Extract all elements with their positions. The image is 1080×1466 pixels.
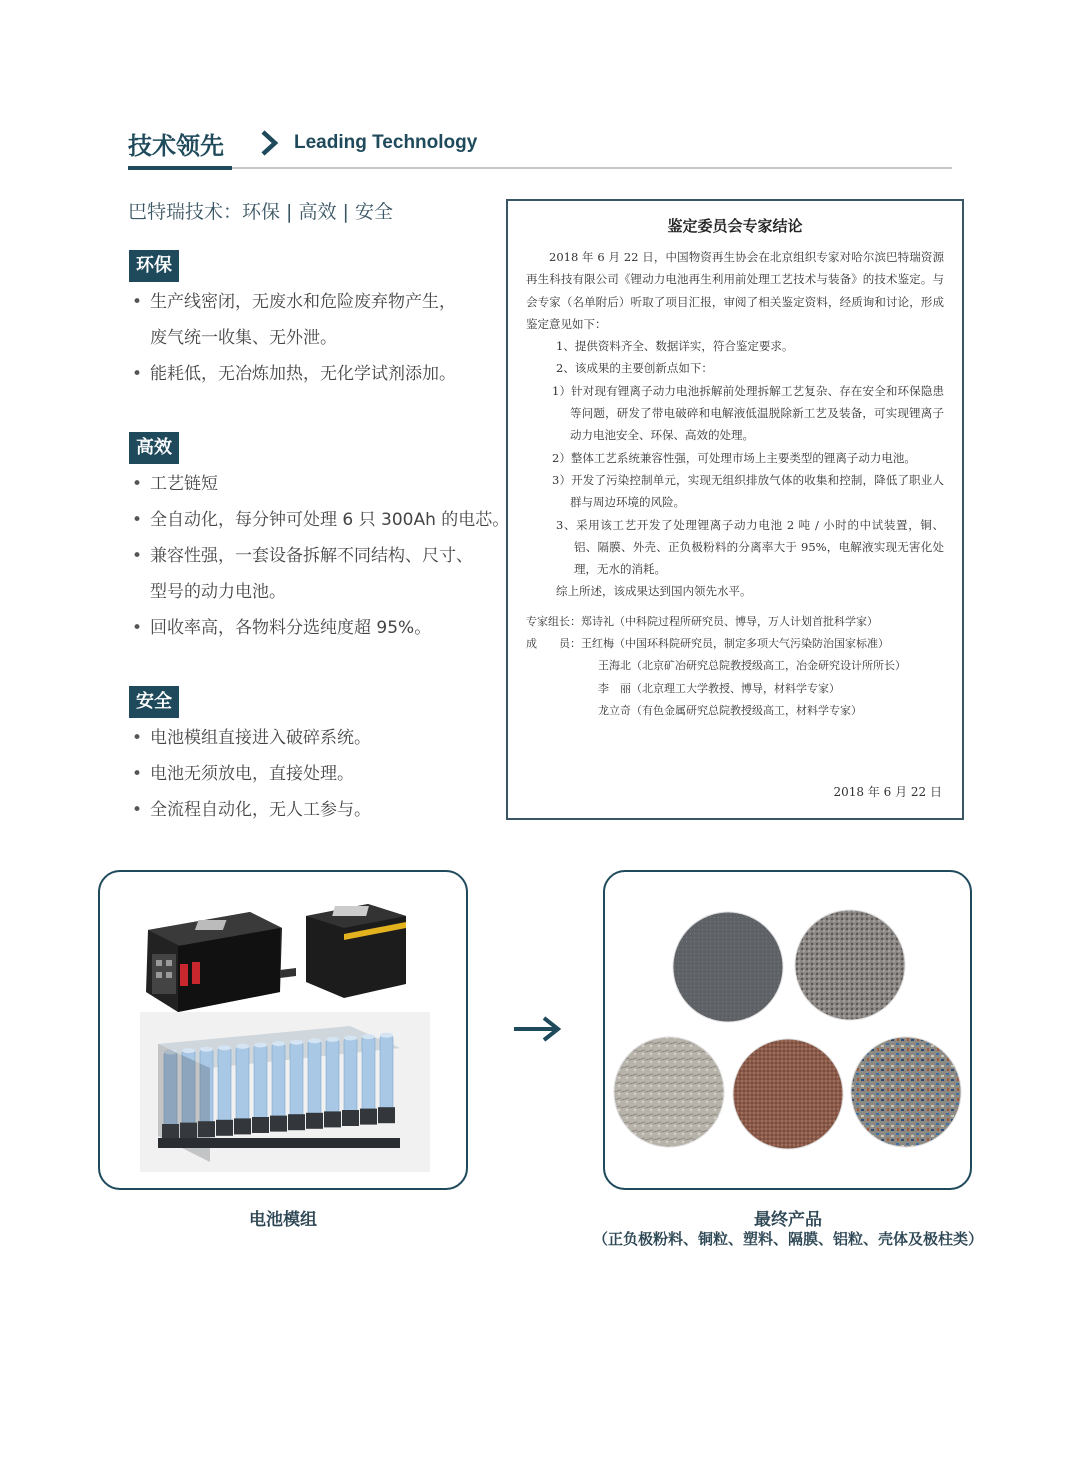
expert-members — [526, 611, 944, 722]
list-item: • 电池无须放电，直接处理。 — [132, 756, 512, 792]
copper-granules — [795, 910, 905, 1020]
list-item: • 全流程自动化，无人工参与。 — [132, 792, 512, 828]
header-divider — [128, 167, 952, 169]
battery-pack-box — [306, 904, 406, 998]
verdict-subpoint-1: 1）针对现有锂离子动力电池拆解前处理拆解工艺复杂、存在安全和环保隐患等问题，研发了带电破碎和电解液低温脱除新工艺及装备，可实现锂离子动力电池安全、环保、高效的处理。 — [552, 383, 944, 443]
battery-cell-top — [182, 1048, 195, 1053]
battery-module-illustration — [100, 872, 466, 1188]
battery-cell-top — [308, 1038, 321, 1043]
battery-module-panel — [98, 870, 468, 1190]
battery-cell-top — [254, 1043, 267, 1048]
aluminium-granules — [614, 1037, 724, 1147]
verdict-title: 鉴定委员会专家结论 — [667, 217, 803, 235]
battery-cell-top — [236, 1044, 249, 1049]
header-divider-accent — [128, 166, 232, 170]
list-safety — [132, 720, 512, 828]
arrow-right-icon — [512, 1014, 564, 1044]
list-item: • 全自动化，每分钟可处理 6 只 300Ah 的电芯。 — [132, 502, 512, 538]
final-products-caption: 最终产品 — [754, 1210, 822, 1230]
battery-pack-controller — [146, 912, 296, 1012]
verdict-subpoint-2: 2）整体工艺系统兼容性强，可处理市场上主要类型的锂离子动力电池。 — [552, 450, 916, 465]
cylindrical-cell-pack — [140, 1012, 430, 1172]
expert-leader: 专家组长：郑诗礼（中科院过程所研究员、博导，万人计划首批科学家） — [526, 614, 878, 628]
tag-safety: 安全 — [129, 686, 179, 718]
cell-holder — [378, 1107, 395, 1123]
cell-holder — [252, 1117, 269, 1133]
cathode-anode-powder — [673, 912, 783, 1022]
list-item: • 工艺链短 — [132, 466, 512, 502]
list-item: • 兼容性强，一套设备拆解不同结构、尺寸、 — [132, 538, 512, 574]
battery-cell-top — [362, 1034, 375, 1039]
expert-member: 成 员：王红梅（中国环科院研究员，制定多项大气污染防治国家标准） — [526, 637, 889, 651]
verdict-point-1: 1、提供资料齐全、数据详实，符合鉴定要求。 — [556, 339, 794, 354]
cell-holder — [270, 1116, 287, 1132]
cell-holder — [216, 1120, 233, 1136]
battery-cell-top — [272, 1041, 285, 1046]
page-title: 技术领先 — [128, 132, 224, 160]
battery-cell-top — [290, 1040, 303, 1045]
final-products-subcaption: （正负极粉料、铜粒、塑料、隔膜、铝粒、壳体及极柱类） — [592, 1230, 983, 1248]
list-efficiency — [132, 466, 512, 646]
verdict-point-3: 3、采用该工艺开发了处理锂离子动力电池 2 吨 / 小时的中试装置，铜、铝、隔膜、外壳、正负极粉料的分离率大于 95%，电解液实现无害化处理，无水的消耗。 — [556, 517, 944, 577]
list-item: • 回收率高，各物料分选纯度超 95%。 — [132, 610, 512, 646]
expert-member: 李 丽（北京理工大学教授、博导，材料学专家） — [598, 681, 840, 695]
cell-holder — [360, 1109, 377, 1125]
list-environmental — [132, 284, 512, 392]
page-title-english: Leading Technology — [294, 132, 478, 153]
battery-cell-top — [344, 1036, 357, 1041]
verdict-intro: 2018 年 6 月 22 日，中国物资再生协会在北京组织专家对哈尔滨巴特瑞资源再生科技有限公司《锂动力电池再生利用前处理工艺技术与装备》的技术鉴定。与会专家（名单附后）听取了项目汇报，审阅了相关鉴定资料，经质询和讨论，形成鉴定意见如下： — [526, 250, 944, 331]
list-item: • 生产线密闭，无废水和危险废弃物产生， — [132, 284, 512, 320]
battery-cell-top — [380, 1033, 393, 1038]
battery-cell-top — [200, 1047, 213, 1052]
verdict-subpoint-3: 3）开发了污染控制单元，实现无组织排放气体的收集和控制，降低了职业人群与周边环境的风险。 — [552, 472, 944, 510]
battery-cell-top — [218, 1045, 231, 1050]
section-header — [128, 124, 952, 172]
verdict-point-2: 2、该成果的主要创新点如下： — [556, 361, 713, 376]
expert-verdict-panel — [506, 199, 964, 820]
recycled-materials-illustration — [605, 872, 970, 1188]
tag-efficiency: 高效 — [129, 432, 179, 464]
tech-subtitle: 巴特瑞技术：环保 | 高效 | 安全 — [128, 201, 393, 223]
battery-cell-top — [326, 1037, 339, 1042]
list-item-continuation: 废气统一收集、无外泄。 — [150, 328, 337, 348]
plastic-particles — [733, 1039, 843, 1149]
cell-holder — [324, 1111, 341, 1127]
cell-holder — [288, 1114, 305, 1130]
expert-member: 龙立奇（有色金属研究总院教授级高工，材料学专家） — [598, 703, 862, 717]
battery-module-caption: 电池模组 — [249, 1210, 317, 1230]
list-item-continuation: 型号的动力电池。 — [150, 582, 286, 602]
list-item: • 能耗低，无冶炼加热，无化学试剂添加。 — [132, 356, 512, 392]
chevron-right-icon — [258, 130, 282, 156]
cell-holder — [306, 1113, 323, 1129]
mixed-shell-fragments — [851, 1037, 961, 1147]
cell-holder — [234, 1118, 251, 1134]
verdict-conclusion: 综上所述，该成果达到国内领先水平。 — [556, 584, 752, 599]
list-item: • 电池模组直接进入破碎系统。 — [132, 720, 512, 756]
tag-environmental: 环保 — [129, 250, 179, 282]
final-products-panel — [603, 870, 972, 1190]
verdict-date: 2018 年 6 月 22 日 — [833, 785, 942, 799]
cell-holder — [342, 1110, 359, 1126]
expert-member: 王海北（北京矿冶研究总院教授级高工，冶金研究设计所所长） — [598, 659, 906, 673]
